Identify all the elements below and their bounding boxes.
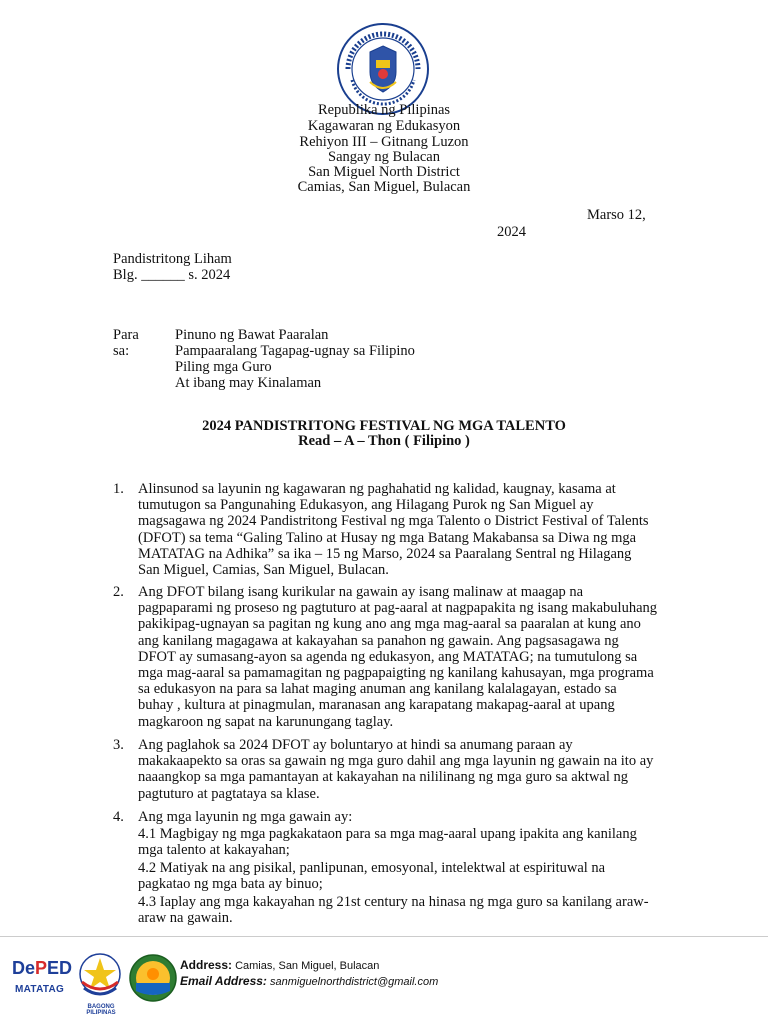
objective-line: 4.2 Matiyak na ang pisikal, panlipunan, emosyonal, intelektwal at espirituwal na — [138, 860, 606, 876]
objective-line: 4.3 Iaplay ang mga kakayahan ng 21st century na hinasa ng mga guro sa kanilang araw- — [138, 894, 649, 910]
item-line: DFOT ay sumasang-ayon sa agenda ng edukasyon, ang MATATAG; na tumutulong sa — [138, 648, 638, 665]
header-district: San Miguel North District — [308, 164, 460, 180]
item-line: naaangkop sa mga pamantayan at kakayahan na nililinang ng mga guro sa aktwal ng — [138, 769, 629, 786]
date-year: 2024 — [497, 224, 526, 240]
item-line: Ang DFOT bilang isang kurikular na gawain ay isang malinaw at maagap na — [138, 584, 584, 600]
item-line: MATATAG na Adhika” sa ika – 15 ng Marso, 2024 sa Paaralang Sentral ng Hilagang — [138, 545, 632, 562]
address-label: Address: — [180, 958, 233, 972]
objective-item — [138, 894, 678, 926]
item-line: makakaapekto sa oras sa gawain ng mga guro dahil ang mga layunin ng gawain na ito ay — [138, 753, 654, 770]
recipient-item: Pampaaralang Tagapag-ugnay sa Filipino — [175, 343, 415, 359]
bagong-pilipinas-text: BAGONG PILIPINAS — [86, 1004, 116, 1016]
item-number: 2. — [113, 584, 124, 600]
recipient-item: Piling mga Guro — [175, 359, 272, 375]
item-line: tumutugon sa Pangunahing Edukasyon, ang Hilagang Purok ng San Miguel ay — [138, 497, 594, 514]
objective-line: araw na gawain. — [138, 910, 233, 926]
item-line: pakikipag-ugnayan sa pagitan ng kung ano ang mga mag-aaral sa paaralan at kung ano — [138, 616, 641, 633]
document-subtitle: Read – A – Thon ( Filipino ) — [298, 433, 470, 449]
item-line: ang kanilang magagawa at kakayahan sa panahon ng gawain. Ang pagsasagawa ng — [138, 632, 619, 649]
objective-line: mga talento at kakayahan; — [138, 842, 290, 858]
item-line: Alinsunod sa layunin ng kagawaran ng paghahatid ng kalidad, kaugnay, kasama at — [138, 481, 616, 497]
item-text — [138, 809, 673, 825]
email-label: Email Address: — [180, 974, 267, 988]
deped-matatag-logo — [12, 958, 73, 1006]
footer-contact — [180, 958, 438, 990]
item-number: 3. — [113, 737, 124, 753]
objective-line: 4.1 Magbigay ng mga pagkakataon para sa mga mag-aaral upang ipakita ang kanilang — [138, 826, 637, 842]
matatag-tagline: MATATAG — [15, 984, 65, 995]
email-value[interactable]: sanmiguelnorthdistrict@gmail.com — [269, 976, 439, 988]
item-line: magkaroon ng sapat na karunungang taglay. — [138, 713, 394, 730]
footer-email-row — [180, 974, 438, 990]
item-line: Ang mga layunin ng mga gawain ay: — [138, 809, 353, 825]
date-month-day: Marso 12, — [587, 207, 646, 223]
letter-number: Blg. ______ s. 2024 — [113, 267, 231, 283]
item-line: mga mag-aaral sa pamamagitan ng pagpapaigting ng kanilang kahusayan, mga programa — [138, 665, 654, 682]
recipients-label: Para sa: — [113, 327, 139, 359]
item-line: sa edukasyon na para sa lahat maging anuman ang kanilang kalalagayan, estado sa — [138, 681, 617, 698]
header-address: Camias, San Miguel, Bulacan — [297, 179, 471, 195]
objective-line: pagkatao ng mga bata ay binuo; — [138, 876, 323, 892]
document-title: 2024 PANDISTRITONG FESTIVAL NG MGA TALENTO — [202, 418, 566, 434]
item-line: magsagawa ng 2024 Pandistritong Festival ng mga Talento o District Festival of Talents — [138, 513, 649, 530]
header-sangay: Sangay ng Bulacan — [328, 149, 440, 165]
item-text — [138, 584, 673, 730]
footer-divider — [0, 936, 768, 937]
recipient-item: Pinuno ng Bawat Paaralan — [175, 327, 329, 343]
item-line: buhay , kultura at pinagmulan, maranasan ang karapatang makapag-aaral at upang — [138, 697, 615, 714]
item-text — [138, 737, 673, 802]
deped-wordmark: DePED — [12, 958, 73, 978]
district-seal-icon — [128, 953, 178, 1003]
item-line: Ang paglahok sa 2024 DFOT ay boluntaryo at hindi sa anumang paraan ay — [138, 737, 573, 753]
header-rehiyon: Rehiyon III – Gitnang Luzon — [299, 134, 469, 150]
item-text — [138, 481, 673, 578]
recipient-item: At ibang may Kinalaman — [175, 375, 322, 391]
item-number: 1. — [113, 481, 124, 497]
header-republika: Republika ng Pilipinas — [317, 102, 451, 118]
item-line: San Miguel, Camias, San Miguel, Bulacan. — [138, 562, 389, 579]
bagong-pilipinas-logo-icon — [76, 952, 124, 1006]
objective-item — [138, 860, 678, 892]
objective-item — [138, 826, 678, 858]
item-line: pagtuturo at pagtataya sa klase. — [138, 785, 320, 802]
item-line: pagpaparami ng proseso ng pagtuturo at pag-aaral at nagpapakita ng isang makabuluhang — [138, 600, 658, 617]
letter-type: Pandistritong Liham — [113, 251, 232, 267]
item-number: 4. — [113, 809, 124, 825]
address-value: Camias, San Miguel, Bulacan — [235, 960, 380, 972]
header-kagawaran: Kagawaran ng Edukasyon — [307, 118, 461, 134]
item-line: (DFOT) sa tema “Galing Talino at Husay ng mga Batang Makabansa sa Diwa ng mga — [138, 529, 637, 546]
footer-address-row — [180, 958, 438, 974]
